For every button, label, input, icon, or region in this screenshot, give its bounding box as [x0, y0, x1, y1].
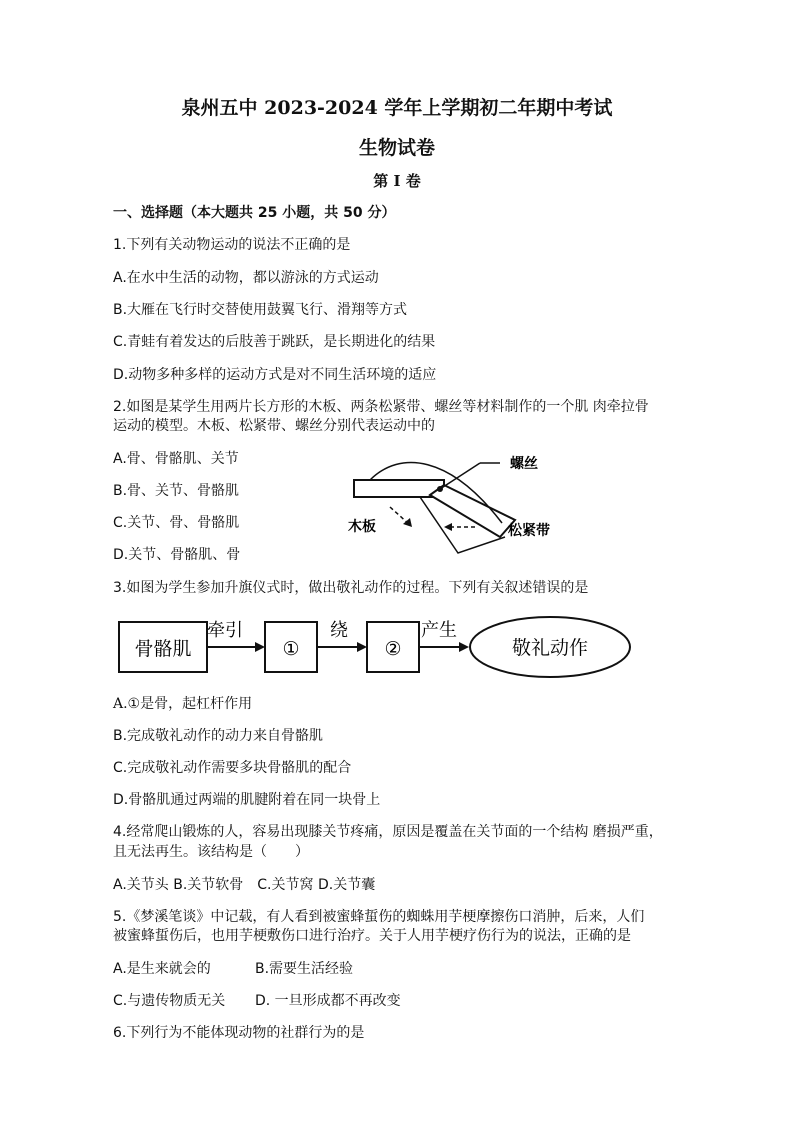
- q2-stem-line1: 2.如图是某学生用两片长方形的木板、两条松紧带、螺丝等材料制作的一个肌 肉牵拉骨: [113, 399, 649, 415]
- exam-part: 第 I 卷: [373, 172, 421, 190]
- q3-option-b: B.完成敬礼动作的动力来自骨骼肌: [113, 728, 324, 744]
- salute-flow-diagram: [113, 608, 638, 688]
- label-band: 松紧带: [508, 523, 550, 539]
- exam-subject: 生物试卷: [358, 137, 435, 159]
- q5-stem-line1: 5.《梦溪笔谈》中记载，有人看到被蜜蜂蜇伤的蜘蛛用芋梗摩擦伤口消肿，后来，人们: [113, 909, 645, 925]
- q3-option-d: D.骨骼肌通过两端的肌腱附着在同一块骨上: [113, 792, 381, 808]
- muscle-model-figure: [340, 445, 570, 560]
- q5-stem-line2: 被蜜蜂蜇伤后，也用芋梗敷伤口进行治疗。关于人用芋梗疗伤行为的说法，正确的是: [113, 928, 631, 944]
- q1-option-d: D.动物多种多样的运动方式是对不同生活环境的适应: [113, 367, 437, 383]
- screw-leader-line: [440, 463, 480, 489]
- q3-option-a: A.①是骨，起杠杆作用: [113, 696, 253, 712]
- q2-option-d: D.关节、骨骼肌、骨: [113, 547, 241, 563]
- q5-option-c: C.与遗传物质无关: [113, 993, 226, 1009]
- q5-option-d: D. 一旦形成都不再改变: [255, 993, 401, 1009]
- flow-arrow-3-label: 产生: [421, 620, 457, 641]
- q4-stem-line2: 且无法再生。该结构是（ ）: [113, 844, 309, 860]
- flow-oval-text: 敬礼动作: [511, 637, 589, 659]
- flow-box-2-text: ②: [384, 638, 402, 660]
- flow-arrowhead-1: [255, 642, 265, 652]
- q2-stem-line2: 运动的模型。木板、松紧带、螺丝分别代表运动中的: [113, 418, 435, 434]
- q6-stem: 6.下列行为不能体现动物的社群行为的是: [113, 1025, 365, 1041]
- label-screw: 螺丝: [510, 456, 538, 472]
- q4-options: A.关节头 B.关节软骨 C.关节窝 D.关节囊: [113, 877, 376, 893]
- q2-option-c: C.关节、骨、骨骼肌: [113, 515, 240, 531]
- q1-stem: 1.下列有关动物运动的说法不正确的是: [113, 237, 351, 253]
- q4-stem-line1: 4.经常爬山锻炼的人，容易出现膝关节疼痛，原因是覆盖在关节面的一个结构 磨损严重，: [113, 824, 663, 840]
- dashed-arrowhead-1: [403, 518, 412, 527]
- flow-arrowhead-3: [459, 642, 469, 652]
- q2-option-b: B.骨、关节、骨骼肌: [113, 483, 240, 499]
- q3-stem: 3.如图为学生参加升旗仪式时，做出敬礼动作的过程。下列有关叙述错误的是: [113, 580, 589, 596]
- flow-box-muscle-text: 骨骼肌: [134, 638, 192, 660]
- label-board: 木板: [348, 519, 376, 535]
- section-heading: 一、选择题（本大题共 25 小题，共 50 分）: [113, 205, 396, 221]
- q3-option-c: C.完成敬礼动作需要多块骨骼肌的配合: [113, 760, 352, 776]
- exam-title: 泉州五中 2023-2024 学年上学期初二年期中考试: [181, 97, 613, 119]
- q5-option-b: B.需要生活经验: [255, 961, 354, 977]
- q1-option-b: B.大雁在飞行时交替使用鼓翼飞行、滑翔等方式: [113, 302, 408, 318]
- flow-box-1-text: ①: [282, 638, 300, 660]
- flow-arrow-2-label: 绕: [330, 620, 348, 641]
- flow-arrowhead-2: [357, 642, 367, 652]
- q2-option-a: A.骨、骨骼肌、关节: [113, 451, 239, 467]
- q5-option-a: A.是生来就会的: [113, 961, 211, 977]
- flow-arrow-1-label: 牵引: [207, 620, 243, 641]
- dashed-arrowhead-2: [444, 523, 452, 531]
- q1-option-a: A.在水中生活的动物，都以游泳的方式运动: [113, 270, 379, 286]
- q1-option-c: C.青蛙有着发达的后肢善于跳跃，是长期进化的结果: [113, 334, 436, 350]
